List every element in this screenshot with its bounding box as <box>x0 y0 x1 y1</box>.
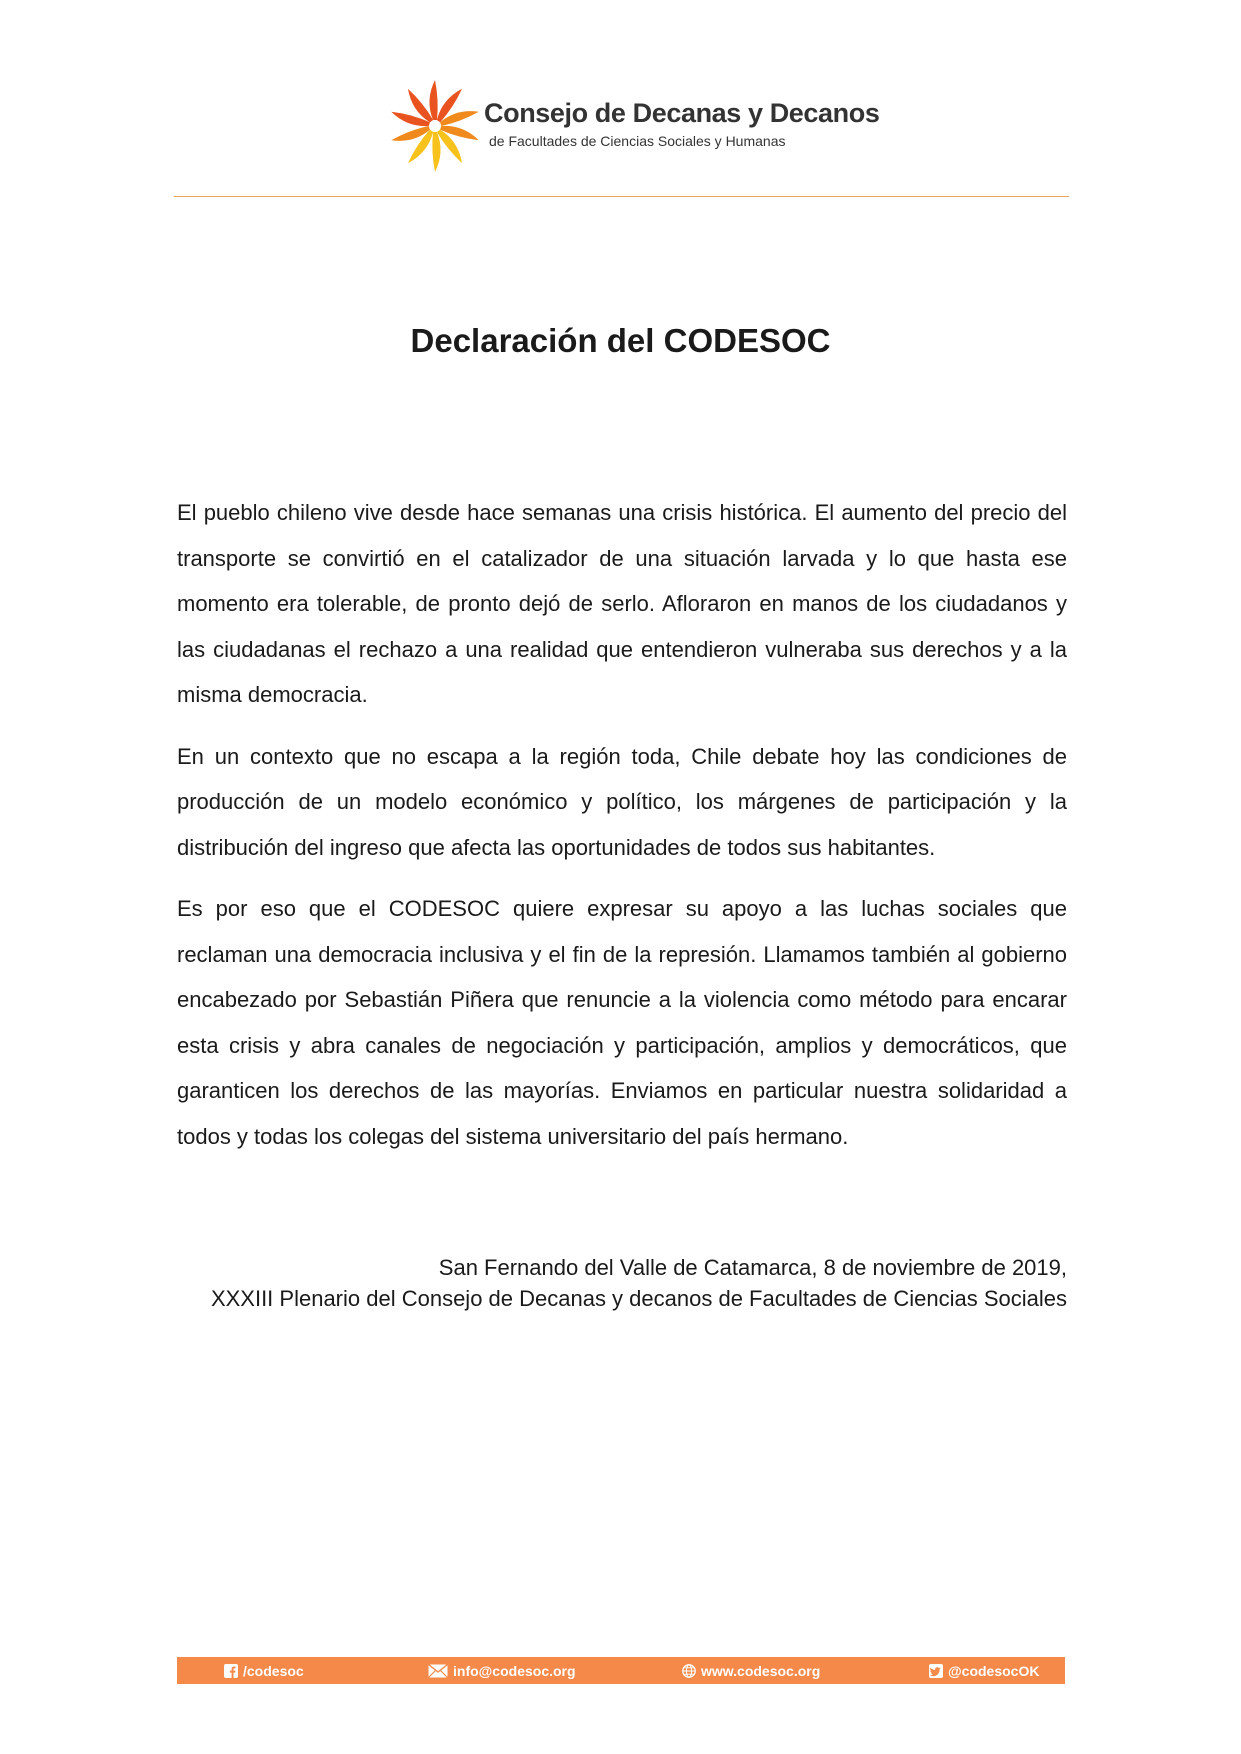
footer-email[interactable] <box>428 1657 576 1684</box>
footer-email-address: info@codesoc.org <box>453 1662 576 1679</box>
footer-twitter-handle: @codesocOK <box>948 1662 1040 1679</box>
document-title: Declaración del CODESOC <box>410 322 831 359</box>
header-divider <box>174 196 1069 197</box>
letterhead <box>0 70 1241 170</box>
globe-icon <box>682 1664 696 1678</box>
org-name: Consejo de Decanas y Decanos <box>484 98 880 128</box>
document-body <box>177 490 1067 1175</box>
org-subname: de Facultades de Ciencias Sociales y Humanas <box>489 133 786 149</box>
logo-ray <box>429 80 437 120</box>
twitter-icon <box>929 1664 943 1678</box>
footer-website[interactable] <box>682 1657 820 1684</box>
paragraph: En un contexto que no escapa a la región toda, Chile debate hoy las condiciones de producción de un modelo económico y político, los márgenes de participación y la distribución del ingreso que afecta las oportunidades de todos sus habitantes. <box>177 743 1067 860</box>
logo-ray <box>432 132 440 172</box>
signature-block <box>177 1252 1067 1314</box>
facebook-icon <box>224 1664 238 1678</box>
signature-organization: XXXIII Plenario del Consejo de Decanas y decanos de Facultades de Ciencias Sociales <box>210 1286 1067 1311</box>
footer-website-url: www.codesoc.org <box>701 1662 821 1679</box>
footer-facebook-handle: /codesoc <box>243 1662 304 1679</box>
envelope-icon <box>428 1664 448 1678</box>
paragraph: El pueblo chileno vive desde hace semanas una crisis histórica. El aumento del precio del transporte se convirtió en el catalizador de una situación larvada y lo que hasta ese momento era tolerable, de pronto dejó de serlo. Afloraron en manos de los ciudadanos y las ciudadanas el rechazo a una realidad que entendieron vulneraba sus derechos y a la misma democracia. <box>177 500 1067 707</box>
paragraph: Es por eso que el CODESOC quiere expresar su apoyo a las luchas sociales que reclaman una democracia inclusiva y el fin de la represión. Llamamos también al gobierno encabezado por Sebastián Piñera que renuncie a la violencia como método para encarar esta crisis y abra canales de negociación y participación, amplios y democráticos, que garanticen los derechos de las mayorías. Enviamos en particular nuestra solidaridad a todos y todas los colegas del sistema universitario del país hermano. <box>177 896 1067 1149</box>
footer-twitter[interactable] <box>929 1657 1039 1684</box>
footer-facebook[interactable] <box>224 1657 304 1684</box>
sun-star-logo-icon <box>385 76 485 176</box>
footer-contact-bar <box>177 1657 1065 1684</box>
signature-place-date: San Fernando del Valle de Catamarca, 8 de noviembre de 2019, <box>438 1255 1067 1280</box>
